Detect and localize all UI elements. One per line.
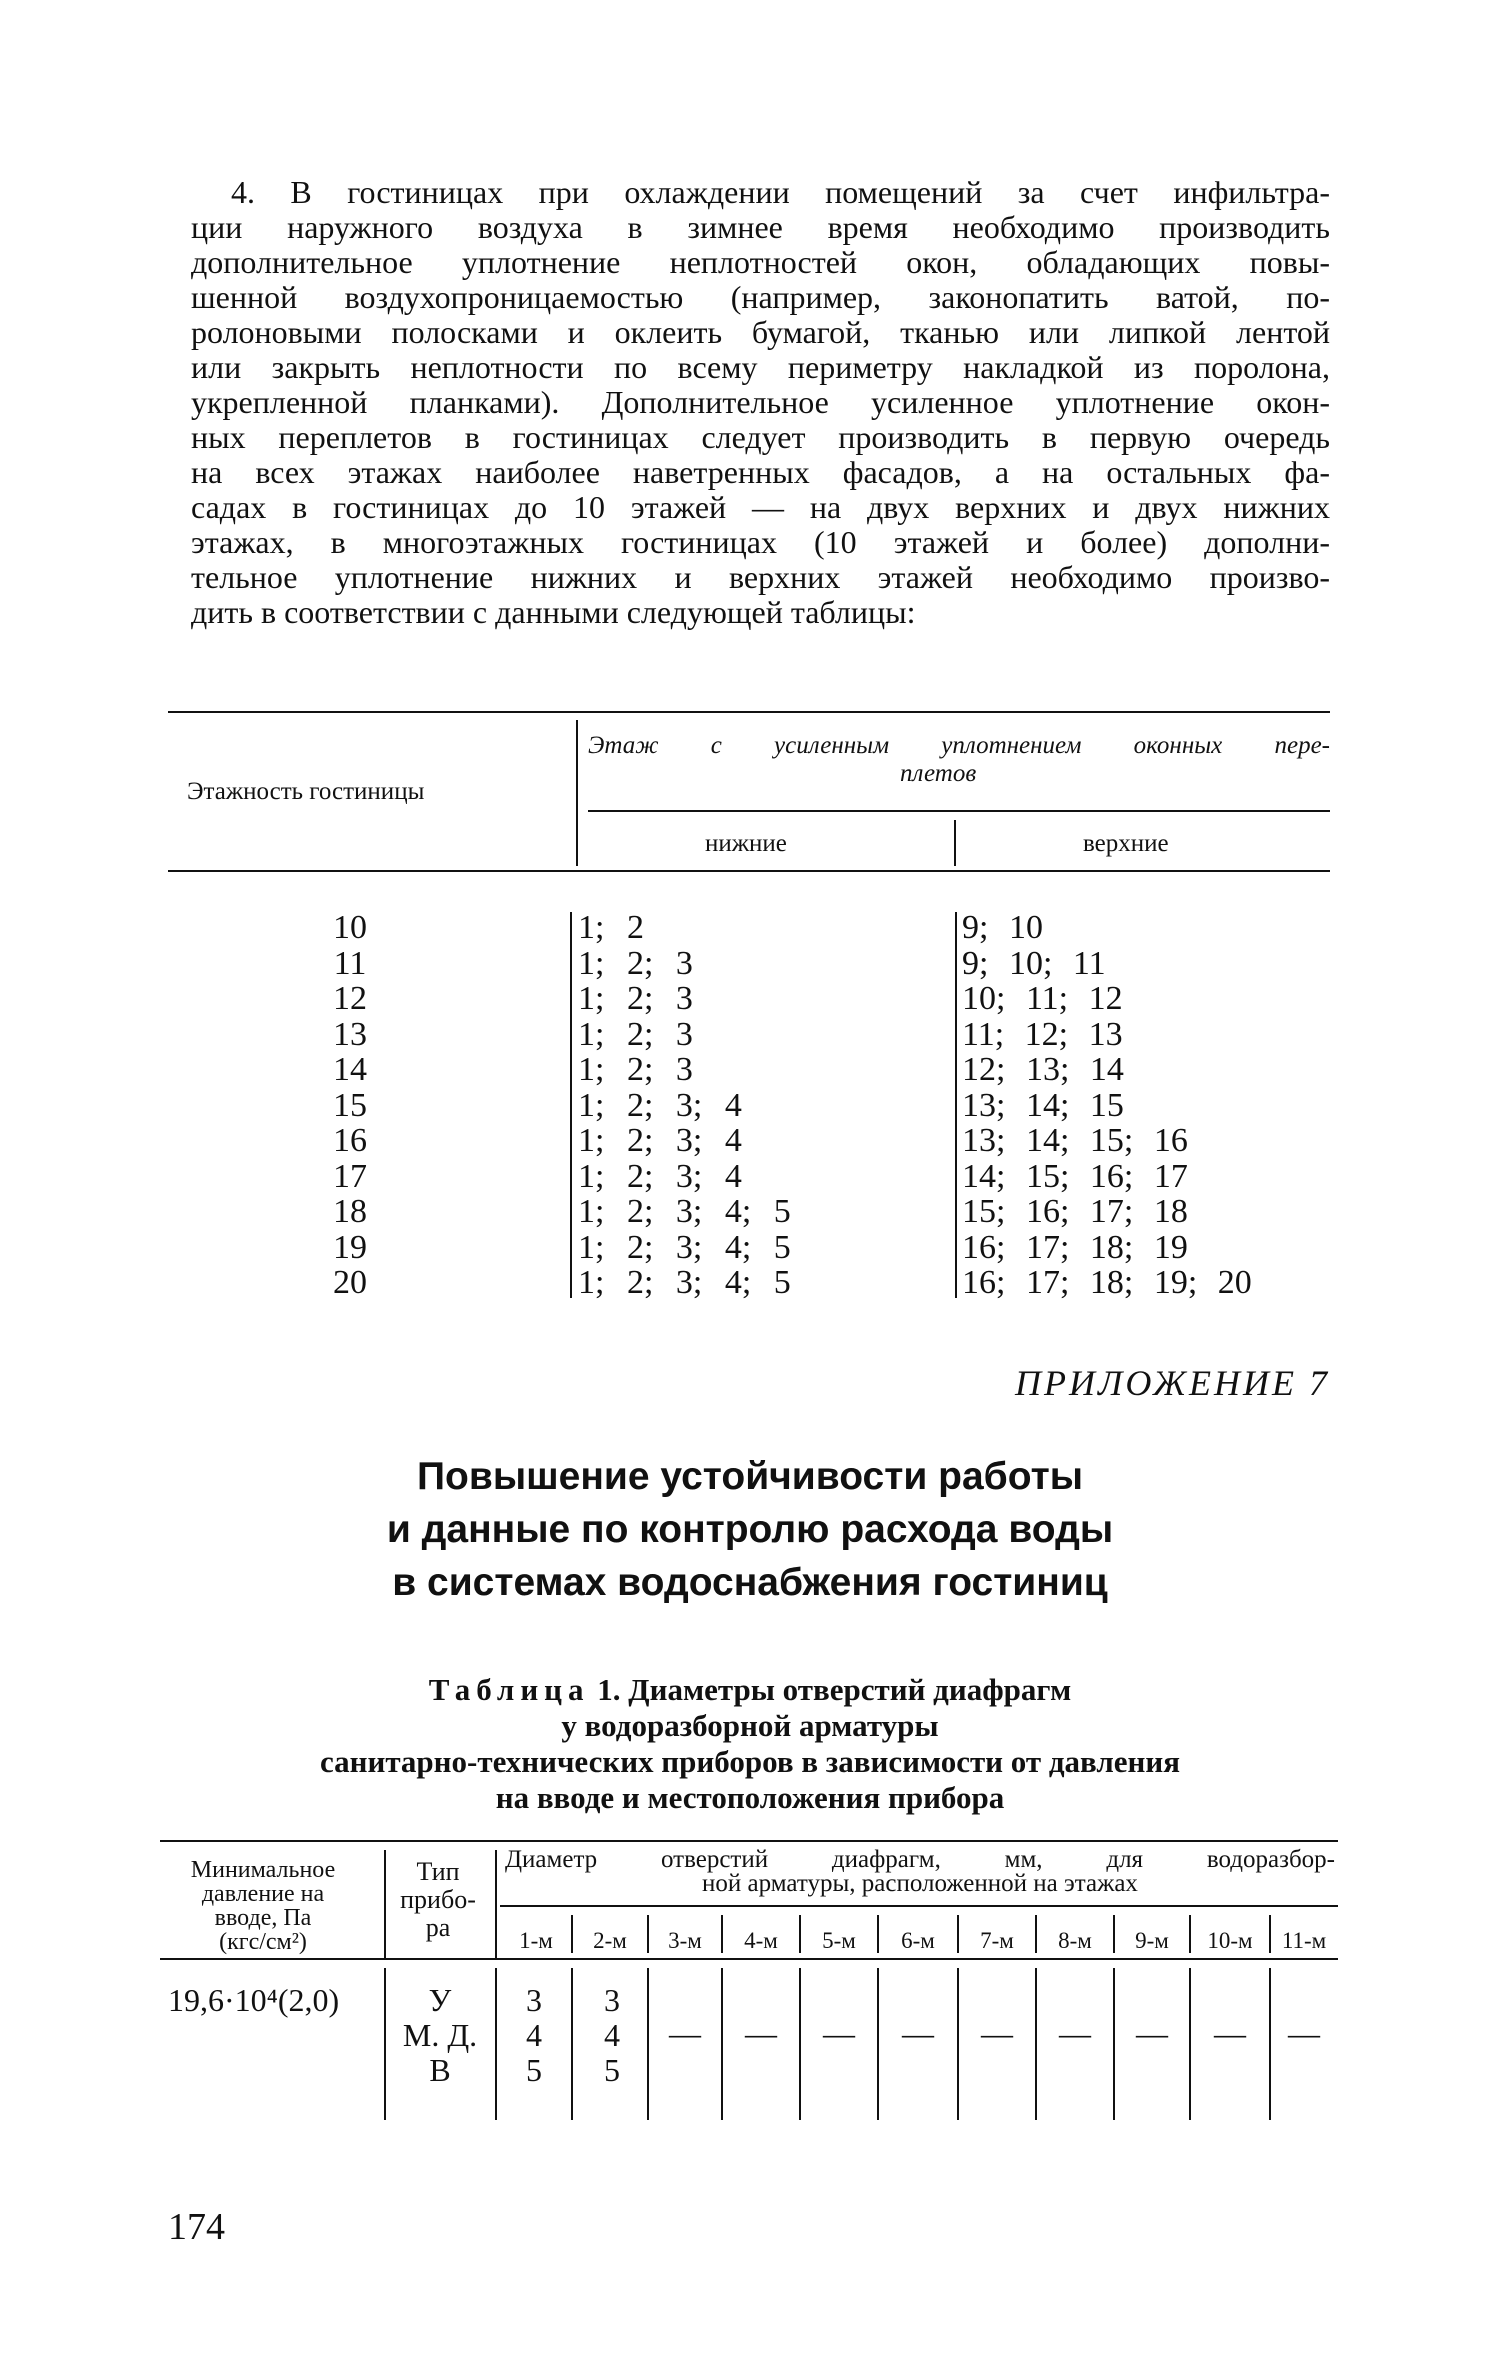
floors-column xyxy=(320,910,380,1301)
intro-line: или закрыть неплотности по всему периметру накладкой из поролона, xyxy=(191,349,1330,385)
empty-cell-dash: — xyxy=(1214,2015,1246,2051)
table-cell: 1; 2; 3 xyxy=(578,944,693,982)
floor-subheader: 5-м xyxy=(822,1928,856,1953)
table-rule-header-bottom xyxy=(160,1958,1338,1960)
table-cell: 1; 2; 3; 4 xyxy=(578,1122,742,1159)
intro-paragraph xyxy=(191,175,1330,630)
caption-text: 1. Диаметры отверстий диафрагм xyxy=(589,1672,1072,1707)
floor-subheader: 10-м xyxy=(1207,1928,1253,1953)
table-rule-vertical xyxy=(954,820,956,866)
floor-subheader: 3-м xyxy=(668,1928,702,1953)
table-cell: 1; 2; 3; 4 xyxy=(578,1086,742,1124)
intro-line: ролоновыми полосками и оклеить бумагой, тканью или липкой лентой xyxy=(191,314,1330,350)
table-cell: 9; 10; 11 xyxy=(962,944,1106,982)
table-cell: 1; 2; 3; 4 xyxy=(578,1157,742,1195)
table-cell: 11; 12; 13 xyxy=(962,1015,1123,1053)
table-rule-top xyxy=(168,711,1330,713)
table-cell: 12; 13; 14 xyxy=(962,1051,1124,1088)
table-cell: 13; 14; 15 xyxy=(962,1086,1124,1124)
device-types: У М. Д. В xyxy=(402,1982,478,2088)
empty-cell-dash: — xyxy=(745,2015,777,2051)
table-cell: 14; 15; 16; 17 xyxy=(962,1157,1188,1195)
floor-subheader: 9-м xyxy=(1135,1928,1169,1953)
appendix-title xyxy=(0,1450,1500,1609)
table-cell: 14 xyxy=(333,1051,367,1088)
intro-line: садах в гостиницах до 10 этажей — на двух верхних и двух нижних xyxy=(191,489,1330,525)
caption-line: санитарно-технических приборов в зависимости от давления xyxy=(319,1744,1181,1779)
appendix-label: ПРИЛОЖЕНИЕ 7 xyxy=(1015,1363,1330,1403)
intro-line: дополнительное уплотнение неплотностей окон, обладающих повы- xyxy=(191,244,1330,280)
floor-subheader: 4-м xyxy=(744,1928,778,1953)
table-rule-sub xyxy=(500,1905,1338,1907)
intro-line: шенной воздухопроницаемостью (например, законопатить ватой, по- xyxy=(191,279,1330,315)
caption-line: на вводе и местоположения прибора xyxy=(495,1780,1005,1815)
empty-cell-dash: — xyxy=(669,2015,701,2051)
floor-subheader: 2-м xyxy=(593,1928,627,1953)
table-rule-vertical xyxy=(576,720,578,866)
table-cell: 16; 17; 18; 19 xyxy=(962,1228,1188,1266)
empty-cell-dash: — xyxy=(981,2015,1013,2051)
empty-cell-dash: — xyxy=(1288,2015,1320,2051)
floors-column-header: Этажность гостиницы xyxy=(187,778,425,805)
table-cell: 19 xyxy=(333,1228,367,1266)
table-cell: 12 xyxy=(333,980,367,1017)
intro-line: на всех этажах наиболее наветренных фасадов, а на остальных фа- xyxy=(191,454,1330,490)
table-cell: 18 xyxy=(333,1193,367,1230)
empty-cell-dash: — xyxy=(1136,2015,1168,2051)
table-cell: 11 xyxy=(333,944,367,982)
floor-subheader: 1-м xyxy=(519,1928,553,1953)
table-cell: 15 xyxy=(333,1086,367,1124)
table-rule-vertical xyxy=(955,912,957,1298)
empty-cell-dash: — xyxy=(902,2015,934,2051)
page-number: 174 xyxy=(168,2206,225,2248)
table-cell: 9; 10 xyxy=(962,909,1043,946)
table-cell: 1; 2; 3; 4; 5 xyxy=(578,1264,791,1301)
table-cell: 1; 2; 3; 4; 5 xyxy=(578,1193,791,1230)
intro-line: 4. В гостиницах при охлаждении помещений за счет инфильтра- xyxy=(231,174,1330,210)
floor-subheader: 11-м xyxy=(1281,1928,1327,1953)
table-cell: 1; 2; 3 xyxy=(578,1051,693,1088)
caption-line xyxy=(0,1672,1500,1708)
caption-word: Таблица xyxy=(428,1672,590,1707)
caption-line: у водоразборной арматуры xyxy=(561,1708,939,1743)
table-cell: 13 xyxy=(333,1015,367,1053)
intro-line: тельное уплотнение нижних и верхних этажей необходимо произво- xyxy=(191,559,1330,595)
lower-column xyxy=(578,910,791,1301)
diameter-group-header: Диаметр отверстий диафрагм, мм, для водоразбор- ной арматуры, расположенной на этажах xyxy=(505,1846,1335,1897)
lower-header: нижние xyxy=(705,830,787,857)
floor-subheader: 7-м xyxy=(980,1928,1014,1953)
table-rule-header-bottom xyxy=(168,870,1330,872)
empty-cell-dash: — xyxy=(823,2015,855,2051)
intro-line: дить в соответствии с данными следующей таблицы: xyxy=(191,594,916,630)
device-type-header: Тип прибо- ра xyxy=(400,1857,476,1942)
table-rule-vertical xyxy=(495,1850,497,1958)
table-cell: 16 xyxy=(333,1122,367,1159)
floor-subheader: 6-м xyxy=(901,1928,935,1953)
table2-caption xyxy=(0,1672,1500,1816)
table-cell: 15; 16; 17; 18 xyxy=(962,1193,1188,1230)
intro-line: ных переплетов в гостиницах следует производить в первую очередь xyxy=(191,419,1330,455)
floor-subheader: 8-м xyxy=(1058,1928,1092,1953)
table-cell: 1; 2; 3; 4; 5 xyxy=(578,1228,791,1266)
upper-header: верхние xyxy=(1083,830,1169,857)
table-cell: 13; 14; 15; 16 xyxy=(962,1122,1188,1159)
table-rule-vertical xyxy=(495,1968,497,2120)
floor1-values: 3 4 5 xyxy=(526,1982,542,2088)
intro-line: ции наружного воздуха в зимнее время необходимо производить xyxy=(191,209,1330,245)
upper-column xyxy=(962,910,1252,1301)
column-separator xyxy=(571,1968,573,2120)
table-rule-vertical xyxy=(384,1968,386,2120)
empty-cell-dash: — xyxy=(1059,2015,1091,2051)
pressure-header: Минимальное давление на вводе, Па (кгс/см²) xyxy=(190,1857,336,1955)
table-rule-vertical xyxy=(384,1850,386,1958)
intro-line: этажах, в многоэтажных гостиницах (10 этажей и более) дополни- xyxy=(191,524,1330,560)
table-cell: 1; 2; 3 xyxy=(578,980,693,1017)
table-cell: 16; 17; 18; 19; 20 xyxy=(962,1264,1252,1301)
table-rule-sub xyxy=(588,810,1330,812)
group-header-cont: плетов xyxy=(900,760,977,787)
floor2-values: 3 4 5 xyxy=(604,1982,620,2088)
table-cell: 20 xyxy=(333,1264,367,1301)
group-header: Этаж с усиленным уплотнением оконных пере- xyxy=(588,732,1330,759)
table-cell: 1; 2 xyxy=(578,909,644,946)
pressure-cell: 19,6·10⁴(2,0) xyxy=(168,1982,340,2018)
table-rule-top xyxy=(160,1840,1338,1842)
table-cell: 17 xyxy=(333,1157,367,1195)
table-rule-vertical xyxy=(570,912,572,1298)
table-cell: 10 xyxy=(333,909,367,946)
title-line: в системах водоснабжения гостиниц xyxy=(392,1561,1108,1604)
title-line: Повышение устойчивости работы xyxy=(416,1455,1084,1498)
title-line: и данные по контролю расхода воды xyxy=(386,1508,1114,1551)
intro-line: укрепленной планками). Дополнительное усиленное уплотнение окон- xyxy=(191,384,1330,420)
table-cell: 10; 11; 12 xyxy=(962,980,1123,1017)
table-cell: 1; 2; 3 xyxy=(578,1015,693,1053)
